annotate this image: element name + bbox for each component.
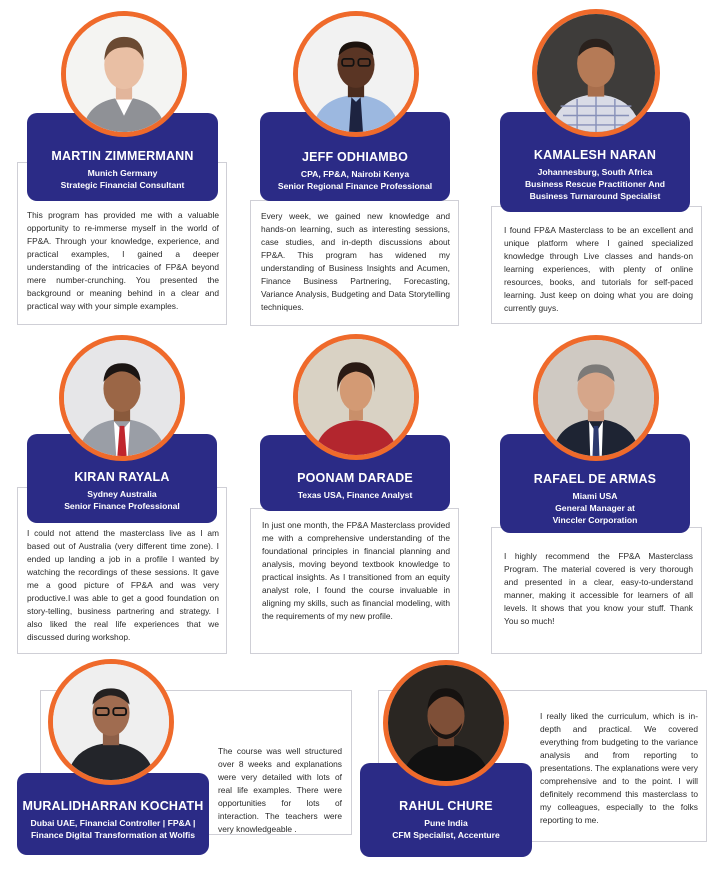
testimonial-quote: I could not attend the masterclass live as I am based out of Australia (very different time zone). I ended up landing a job in a profile I wanted by watching the recordings of these sessions. It gave me a good picture of FP&A and was very productive.I was able to get a good foundation on story-telling, business partnering and strategy. I also liked the real life experiences that we discussed during workshop. [27,528,219,642]
portrait-image [388,665,504,781]
portrait-image [64,340,180,456]
person-title: Senior Finance Professional [64,501,180,511]
person-location-title: Dubai UAE, Financial Controller | FP&A | [30,818,196,828]
avatar [383,660,509,786]
person-title: Senior Regional Finance Professional [277,181,433,191]
portrait-image [298,339,414,455]
avatar [61,11,187,137]
person-name: RAFAEL DE ARMAS [533,472,657,486]
person-name: RAHUL CHURE [399,799,493,813]
person-name: KAMALESH NARAN [533,148,657,162]
person-location: Miami USA [572,491,618,501]
testimonial-quote: Every week, we gained new knowledge and hands-on learning, such as interesting sessions, case studies, and in-depth discussions about FP&A. This program has widened my understanding of Business Insights and Acumen, Finance Business Partnering, Forecasting, Variance Analysis, Budgeting and Data Storytelling techniques. [261,211,450,312]
avatar [48,659,174,785]
person-name: KIRAN RAYALA [74,470,170,484]
person-location: CPA, FP&A, Nairobi Kenya [300,169,410,179]
person-name: POONAM DARADE [297,471,413,485]
person-location-title: Texas USA, Finance Analyst [297,490,413,500]
person-name: JEFF ODHIAMBO [301,150,409,164]
portrait-image [537,14,655,132]
person-name: MURALIDHARRAN KOCHATH [22,799,204,813]
portrait-image [298,16,414,132]
person-title: CFM Specialist, Accenture [392,830,500,840]
person-location: Pune India [424,818,468,828]
avatar [293,334,419,460]
person-title: General Manager at [555,503,635,513]
person-title-line-2: Finance Digital Transformation at Wolfis [30,830,196,840]
person-location: Johannesburg, South Africa [537,167,653,177]
avatar [533,335,659,461]
avatar [293,11,419,137]
person-location: Sydney Australia [87,489,157,499]
testimonial-quote: This program has provided me with a valuable opportunity to re-immerse myself in the world of FP&A. Through your knowledge, experience, and practical examples, I gained a deeper understanding of the intricacies of FP&A beyond mere number-crunching. You presented the background or meaning behind in a clear and practical way with your simple examples. [27,210,219,311]
testimonial-quote: I found FP&A Masterclass to be an excellent and unique platform where I gained specialized knowledge through Live classes and hands-on learning experiences, with plenty of online resources, books, and tutorials for self-paced learning. Just keep on doing what you are doing currently guys. [504,225,693,313]
person-company: Vinccler Corporation [552,515,638,525]
person-title: Strategic Financial Consultant [60,180,185,190]
portrait-image [538,340,654,456]
portrait-image [53,664,169,780]
portrait-image [66,16,182,132]
person-title-line-2: Business Turnaround Specialist [529,191,661,201]
testimonial-quote: In just one month, the FP&A Masterclass provided me with a comprehensive understanding of the foundational principles in financial planning and analysis, moving beyond textbook knowledge to practical insights. As I transitioned from an equity analyst role, I found the course invaluable in aligning my skills, such as financial modeling, with the requirements of my new profile. [262,520,450,621]
testimonial-quote: The course was well structured over 8 weeks and explanations were very detailed with lots of real life examples. There were opportunities for lots of interaction. The teachers were very knowledgeable . [218,746,342,834]
testimonial-quote: I really liked the curriculum, which is in-depth and practical. We covered everything from budgeting to the variance analysis and from reporting to presentations. The explanations were very comprehensive and to the point. I will definitely recommend this masterclass to my colleagues, especially to the folks reporting to me. [540,711,698,825]
avatar [532,9,660,137]
person-location: Munich Germany [87,168,158,178]
testimonial-quote: I highly recommend the FP&A Masterclass Program. The material covered is very thorough and presented in a clear, easy-to-understand manner, making it accessible for learners of all levels. It shows that you know your stuff. Thank You so much! [504,551,693,626]
name-panel [17,773,209,855]
person-name: MARTIN ZIMMERMANN [51,149,194,163]
avatar [59,335,185,461]
person-title: Business Rescue Practitioner And [524,179,666,189]
